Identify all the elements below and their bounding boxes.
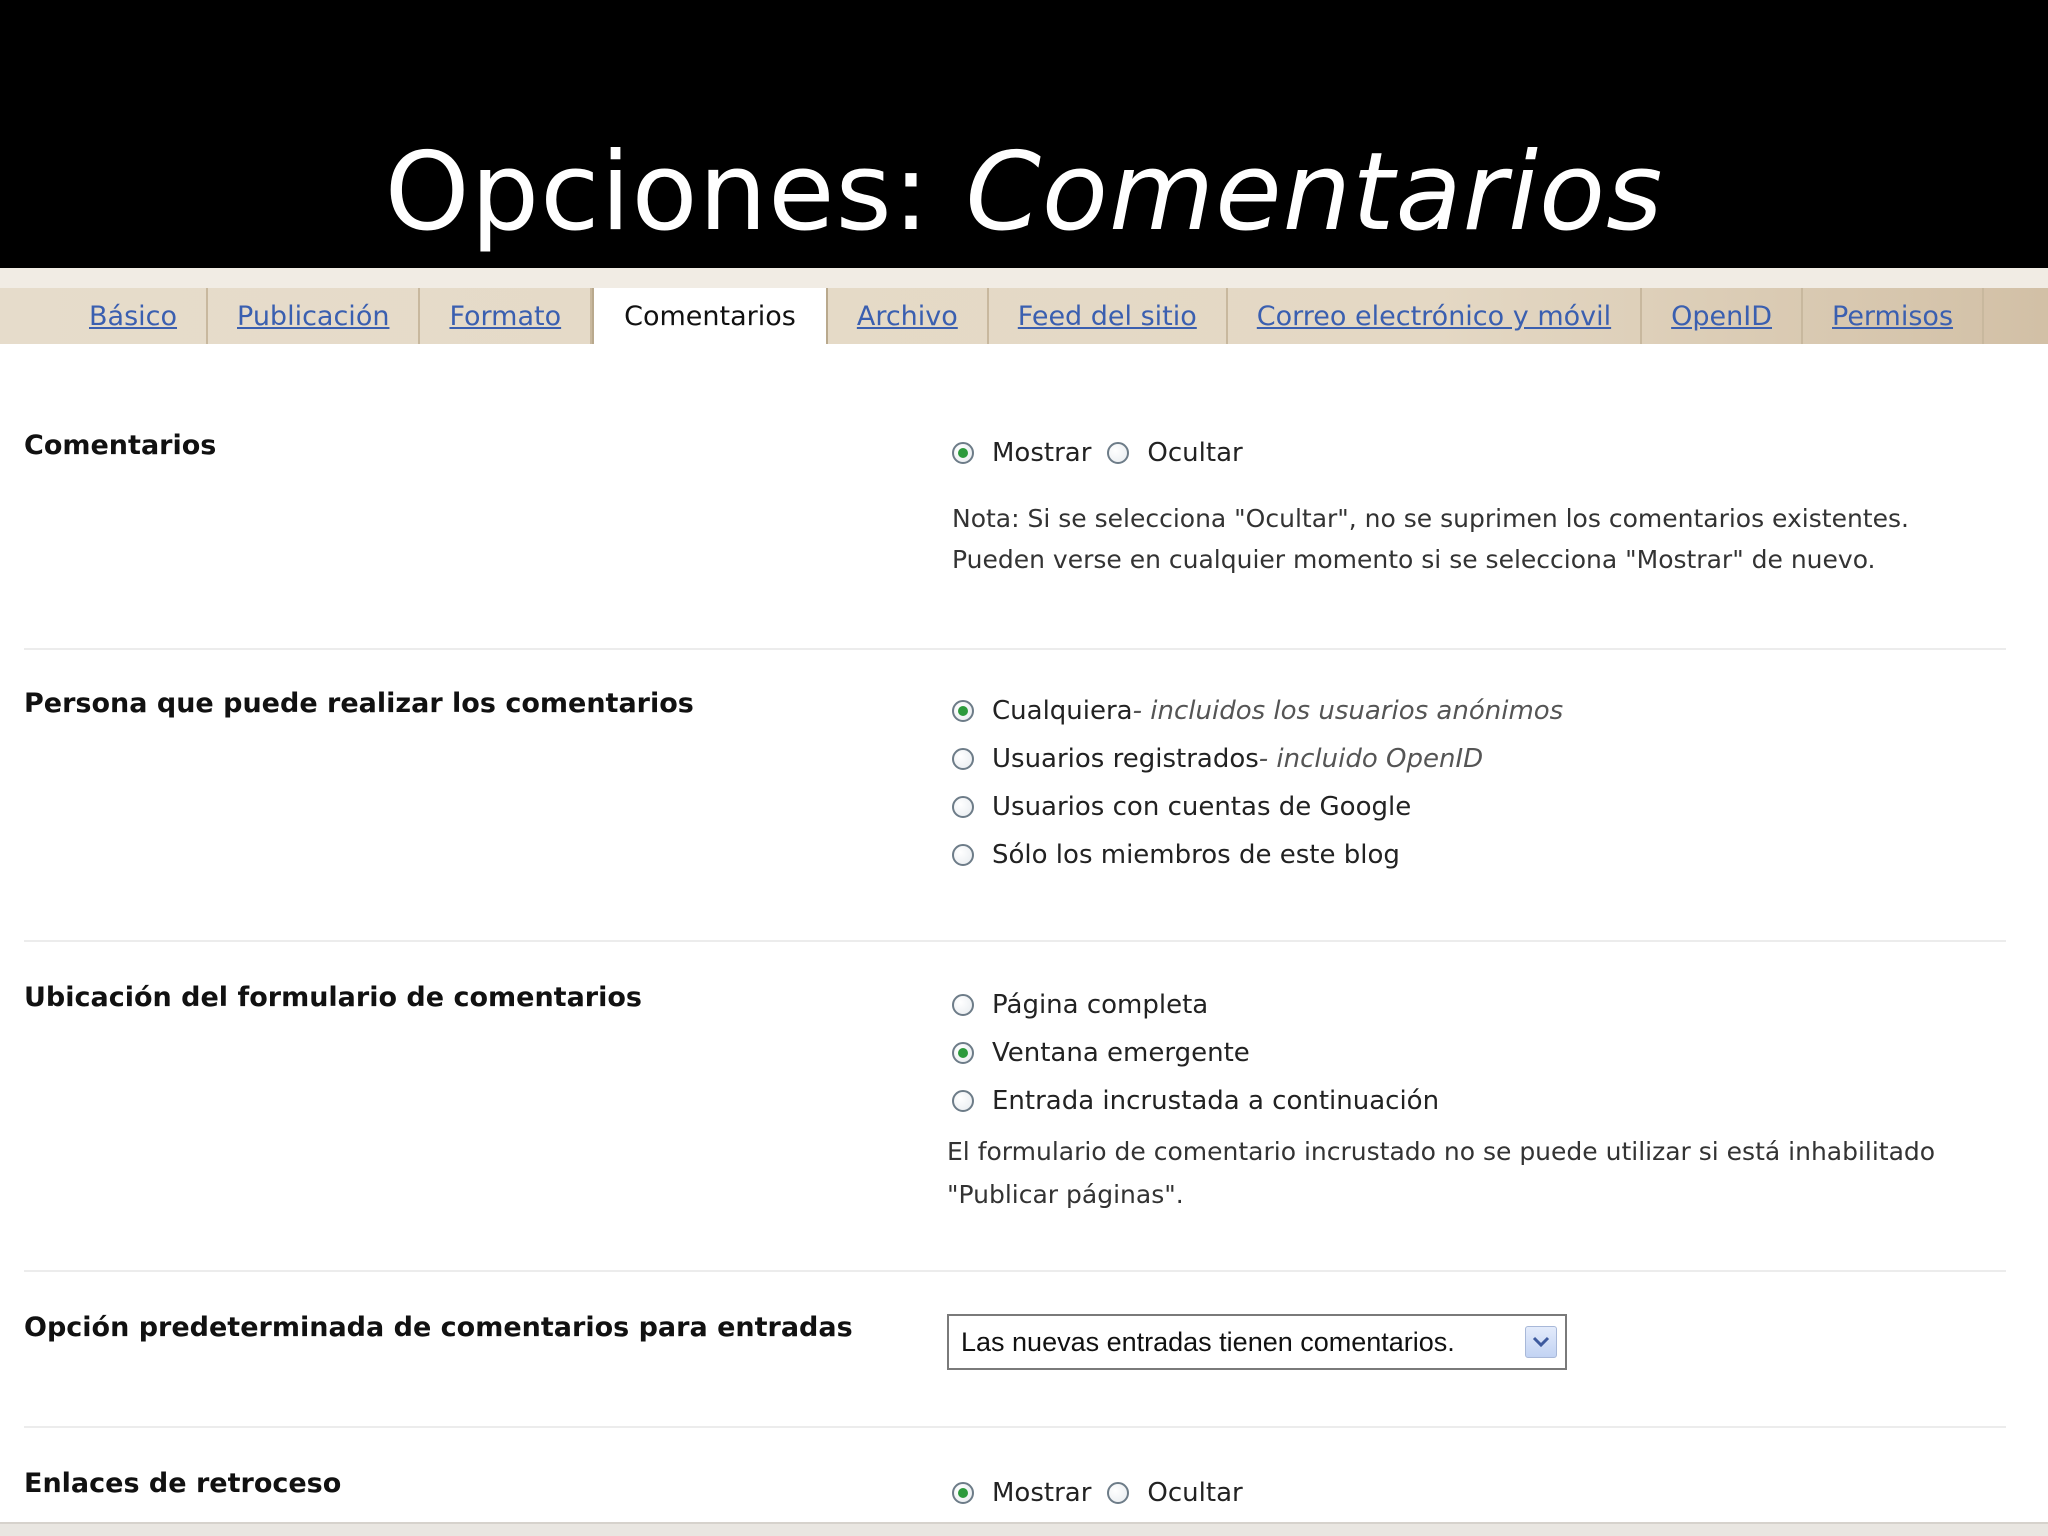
default-comments-select-value: Las nuevas entradas tienen comentarios. <box>961 1327 1455 1357</box>
google-accounts-radio[interactable] <box>952 796 974 818</box>
comments-note <box>952 498 1952 580</box>
form-placement-note-line-2: "Publicar páginas". <box>947 1180 1184 1209</box>
tabs <box>60 288 1984 344</box>
form-placement-option <box>952 990 1208 1020</box>
comments-show-radio[interactable] <box>952 442 974 464</box>
comments-show-label: Mostrar <box>992 438 1092 468</box>
slide-title-emphasis: Comentarios <box>965 130 1664 255</box>
google-accounts-label: Usuarios con cuentas de Google <box>992 792 1412 822</box>
anyone-label: Cualquiera <box>992 696 1133 726</box>
registered-users-label: Usuarios registrados <box>992 744 1259 774</box>
section-divider <box>24 648 2006 650</box>
chevron-down-icon-glyph <box>1532 1336 1550 1348</box>
chevron-down-icon[interactable] <box>1525 1326 1557 1358</box>
tab-publicacion[interactable]: Publicación <box>208 288 420 344</box>
who-can-comment-option <box>952 792 1411 822</box>
backlinks-hide-radio[interactable] <box>1107 1482 1129 1504</box>
settings-screenshot <box>0 268 2048 1536</box>
backlinks-show-radio[interactable] <box>952 1482 974 1504</box>
form-placement-note <box>947 1130 1947 1216</box>
backlinks-radio-group <box>952 1478 1243 1508</box>
full-page-radio[interactable] <box>952 994 974 1016</box>
comments-note-line-1: Nota: Si se selecciona "Ocultar", no se suprimen los comentarios existentes. <box>952 504 1909 533</box>
backlinks-show-label: Mostrar <box>992 1478 1092 1508</box>
comments-hide-radio[interactable] <box>1107 442 1129 464</box>
tab-basico[interactable]: Básico <box>60 288 208 344</box>
blog-members-label: Sólo los miembros de este blog <box>992 840 1400 870</box>
form-placement-option <box>952 1086 1439 1116</box>
tab-archivo[interactable]: Archivo <box>828 288 989 344</box>
tab-permisos[interactable]: Permisos <box>1803 288 1984 344</box>
comments-radio-group <box>952 438 1243 468</box>
form-placement-option <box>952 1038 1250 1068</box>
tab-openid[interactable]: OpenID <box>1642 288 1803 344</box>
who-can-comment-option <box>952 744 1483 774</box>
section-divider <box>24 940 2006 942</box>
who-can-comment-option <box>952 840 1400 870</box>
default-option-label: Opción predeterminada de comentarios para entradas <box>24 1312 853 1343</box>
popup-window-radio[interactable] <box>952 1042 974 1064</box>
registered-users-hint: - incluido OpenID <box>1258 744 1484 774</box>
popup-window-label: Ventana emergente <box>992 1038 1250 1068</box>
slide-title <box>0 128 2048 258</box>
slide-title-prefix: Opciones: <box>384 130 966 255</box>
full-page-label: Página completa <box>992 990 1209 1020</box>
backlinks-hide-label: Ocultar <box>1147 1478 1243 1508</box>
embedded-below-radio[interactable] <box>952 1090 974 1112</box>
embedded-below-label: Entrada incrustada a continuación <box>992 1086 1440 1116</box>
who-can-comment-label: Persona que puede realizar los comentarios <box>24 688 694 719</box>
tab-comentarios[interactable]: Comentarios <box>592 288 828 344</box>
settings-tab-bar <box>0 268 2048 344</box>
section-divider <box>24 1270 2006 1272</box>
comments-note-line-2: Pueden verse en cualquier momento si se selecciona "Mostrar" de nuevo. <box>952 545 1876 574</box>
backlinks-label: Enlaces de retroceso <box>24 1468 342 1499</box>
tab-formato[interactable]: Formato <box>420 288 592 344</box>
registered-users-radio[interactable] <box>952 748 974 770</box>
window-bottom-strip <box>0 1522 2048 1536</box>
form-placement-note-line-1: El formulario de comentario incrustado no se puede utilizar si está inhabilitado <box>947 1137 1936 1166</box>
anyone-hint: - incluidos los usuarios anónimos <box>1132 696 1564 726</box>
blog-members-radio[interactable] <box>952 844 974 866</box>
comments-label: Comentarios <box>24 430 217 461</box>
section-divider <box>24 1426 2006 1428</box>
who-can-comment-option <box>952 696 1563 726</box>
tab-feed-del-sitio[interactable]: Feed del sitio <box>989 288 1228 344</box>
anyone-radio[interactable] <box>952 700 974 722</box>
tab-correo-movil[interactable]: Correo electrónico y móvil <box>1228 288 1642 344</box>
tab-bar-top-strip <box>0 268 2048 288</box>
form-placement-label: Ubicación del formulario de comentarios <box>24 982 642 1013</box>
default-comments-select[interactable] <box>947 1314 1567 1370</box>
comments-hide-label: Ocultar <box>1147 438 1243 468</box>
